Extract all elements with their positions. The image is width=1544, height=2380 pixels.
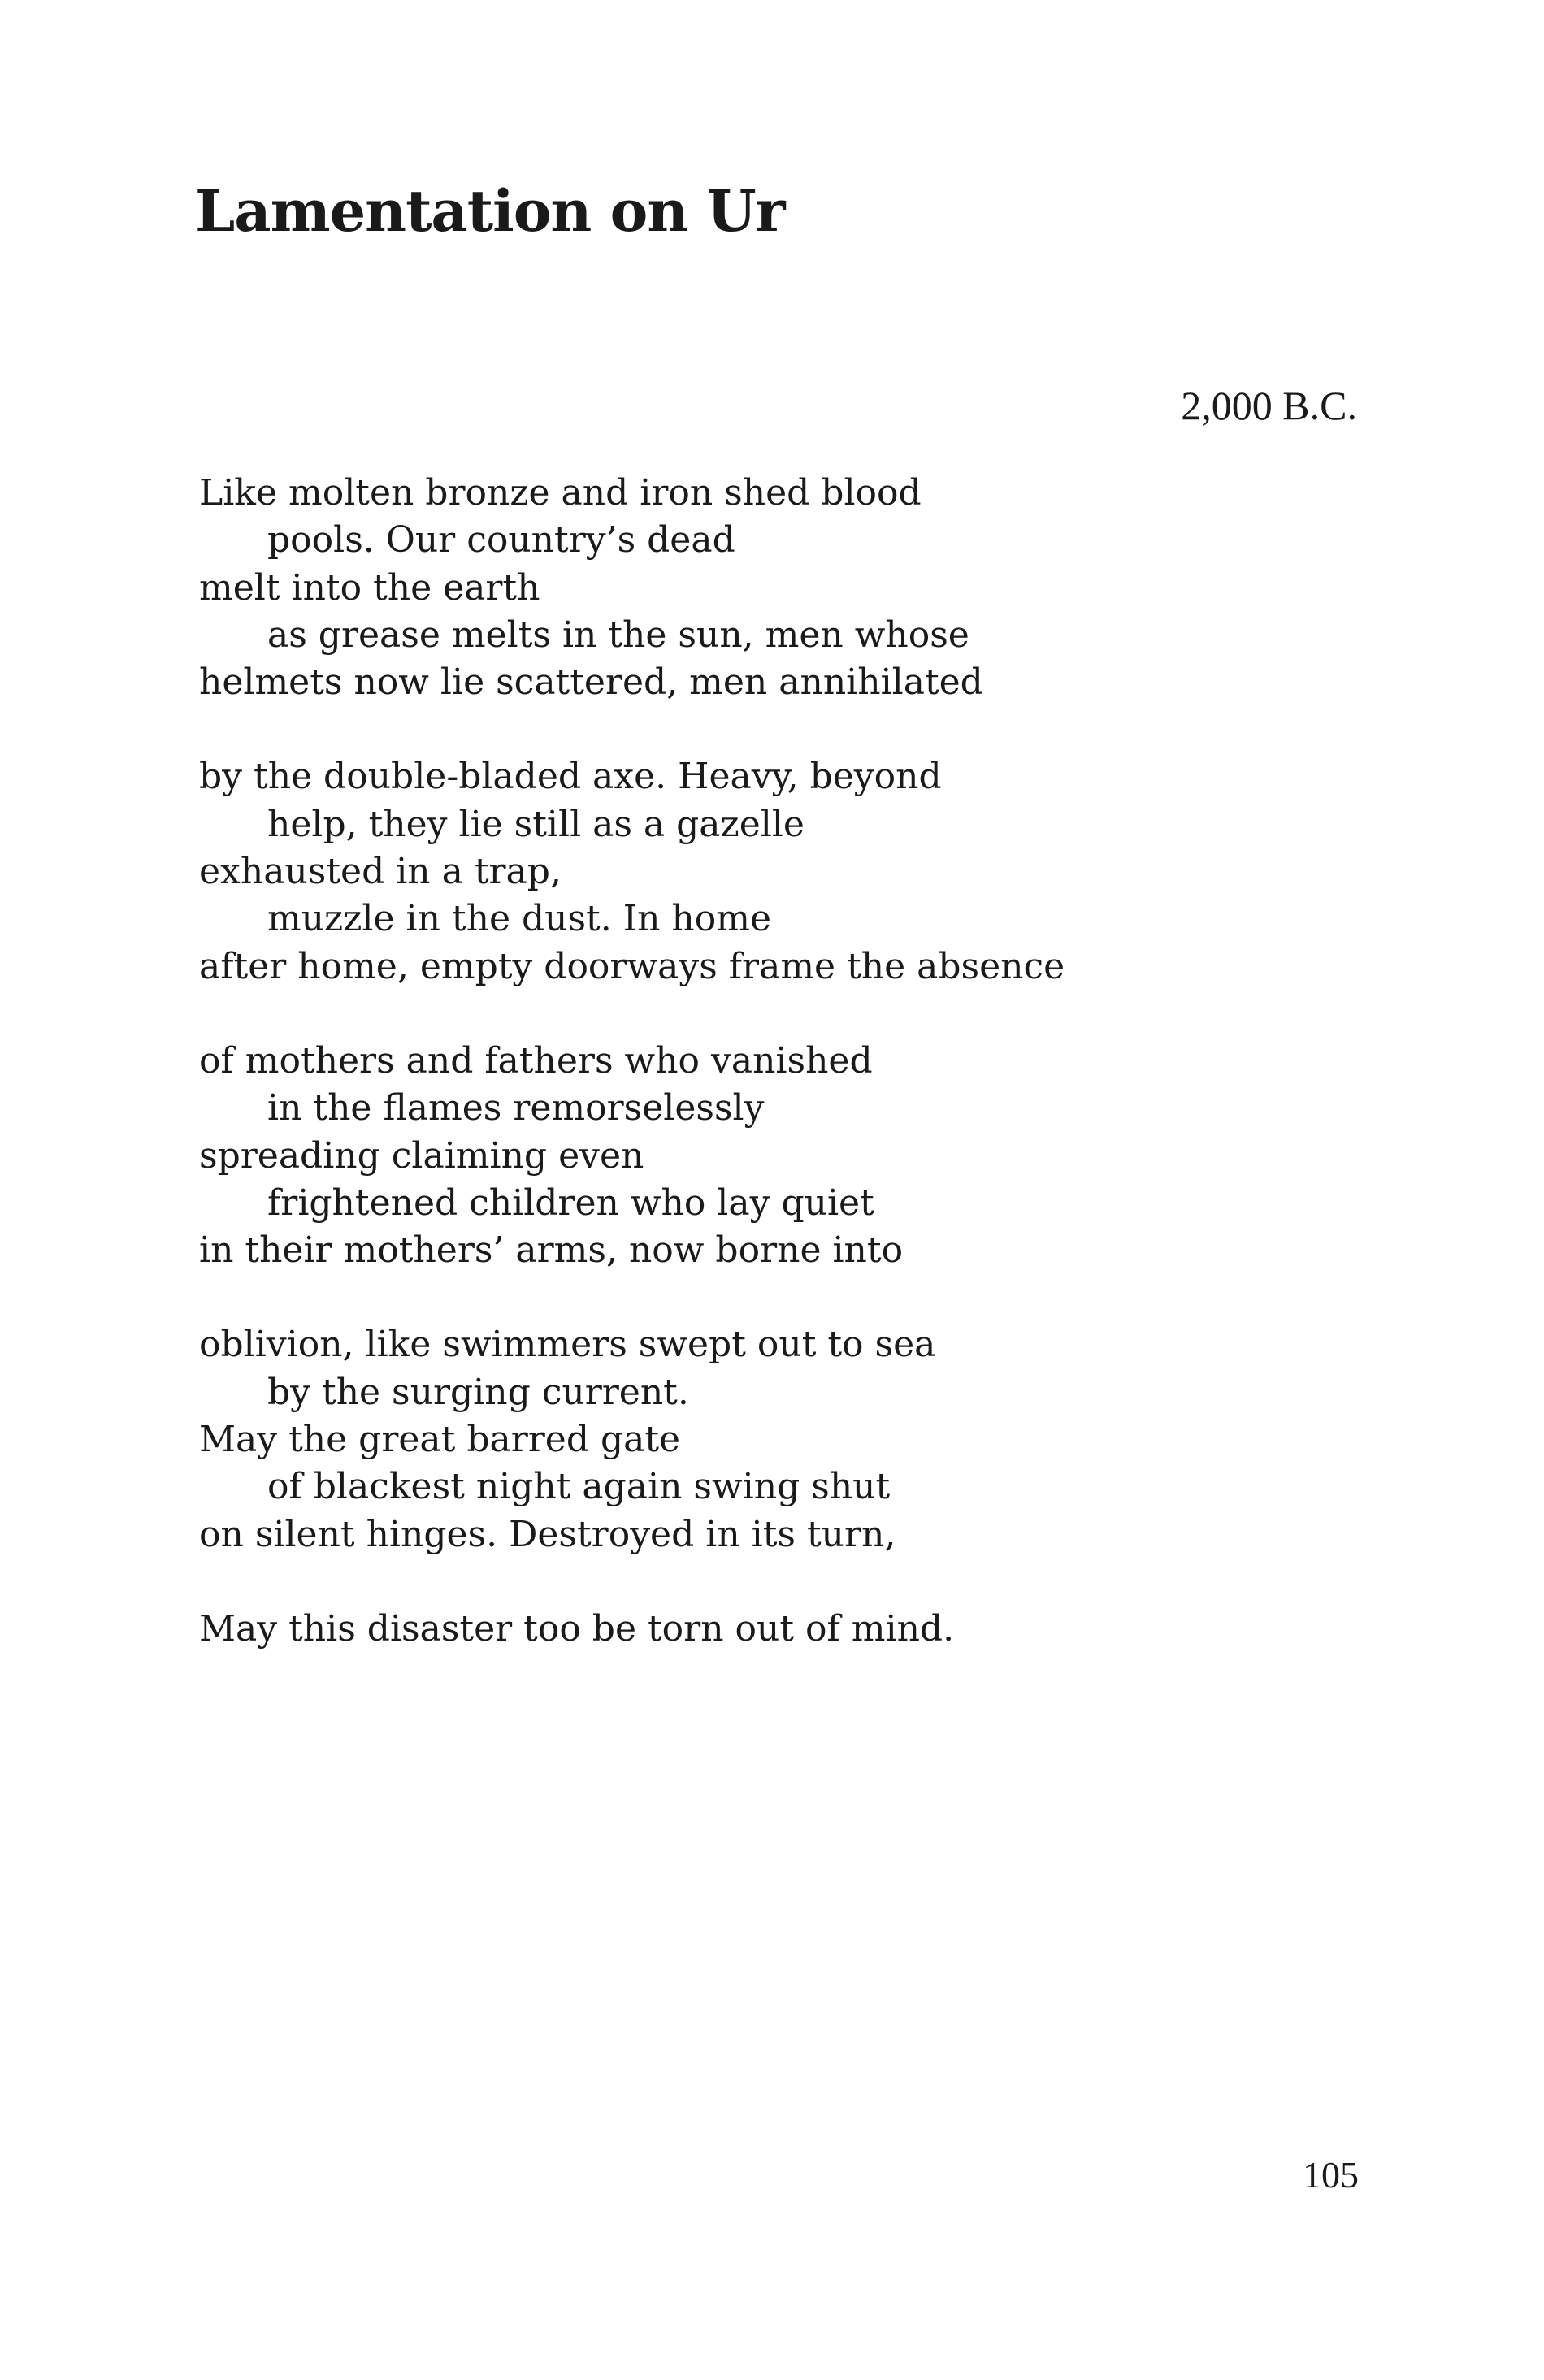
poem-line: helmets now lie scattered, men annihilated: [199, 661, 983, 704]
stanza: [199, 470, 1377, 706]
poem-line: oblivion, like swimmers swept out to sea: [199, 1324, 936, 1366]
poem-date: 2,000 B.C.: [1181, 383, 1357, 428]
stanza: [199, 1606, 1377, 1653]
poem-line: of blackest night again swing shut: [267, 1466, 891, 1508]
page-number: 105: [1303, 2154, 1359, 2196]
poem-line: on silent hinges. Destroyed in its turn,: [199, 1513, 896, 1555]
poem-title: Lamentation on Ur: [195, 177, 785, 245]
poem-line: Like molten bronze and iron shed blood: [199, 472, 922, 514]
poem-line: exhausted in a trap,: [199, 851, 562, 893]
poem-line: by the double-bladed axe. Heavy, beyond: [199, 756, 942, 798]
poem-line: muzzle in the dust. In home: [267, 898, 771, 940]
stanza: [199, 753, 1377, 990]
poem-line: as grease melts in the sun, men whose: [267, 613, 969, 656]
poem-line: help, they lie still as a gazelle: [267, 803, 805, 845]
poem-line: spreading claiming even: [199, 1134, 644, 1177]
poem-line: by the surging current.: [267, 1371, 689, 1413]
poem-line: in their mothers’ arms, now borne into: [199, 1229, 904, 1272]
poem-line: of mothers and fathers who vanished: [199, 1039, 873, 1082]
poem-line: melt into the earth: [199, 566, 540, 609]
poem-body: [199, 470, 1377, 1700]
poem-line: after home, empty doorways frame the absence: [199, 945, 1065, 987]
poem-line: frightened children who lay quiet: [267, 1181, 874, 1224]
poem-line: pools. Our country’s dead: [267, 519, 735, 561]
poem-line: in the flames remorselessly: [267, 1087, 765, 1129]
stanza: [199, 1321, 1377, 1558]
poem-line: May the great barred gate: [199, 1419, 681, 1461]
poem-line: May this disaster too be torn out of mind.: [199, 1607, 955, 1650]
stanza: [199, 1038, 1377, 1274]
